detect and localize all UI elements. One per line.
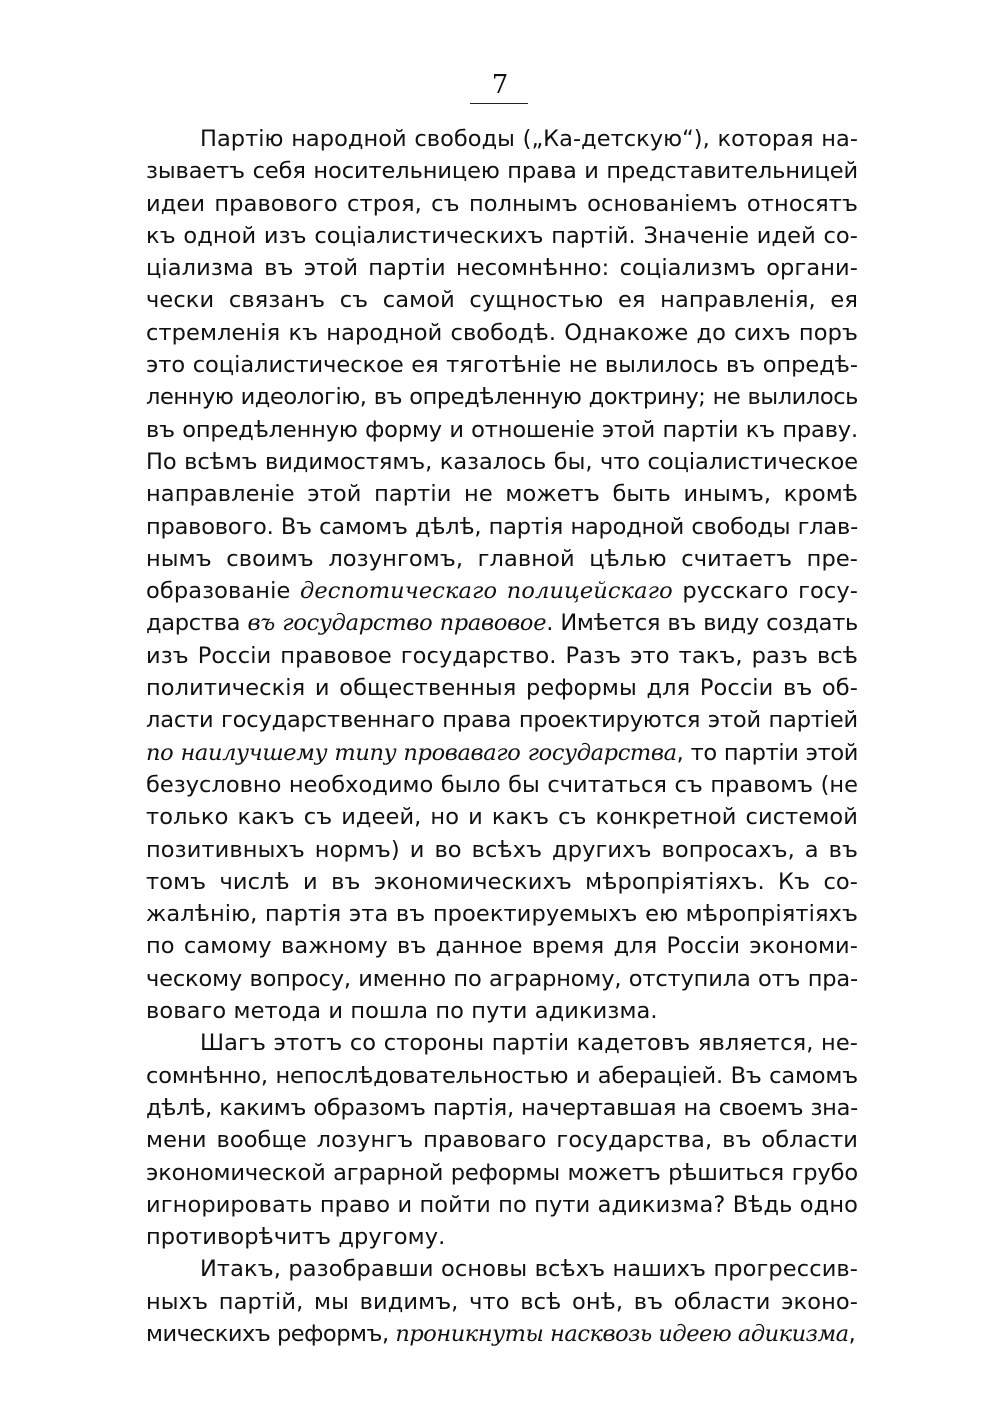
text-line bbox=[146, 834, 858, 866]
text-segment: правового. Въ самомъ дѣлѣ, партія народной свободы глав- bbox=[146, 513, 858, 540]
text-segment: , то партіи этой bbox=[676, 739, 858, 766]
text-segment: жалѣнію, партія эта въ проектируемыхъ ею мѣропріятіяхъ bbox=[146, 901, 858, 928]
text-segment: дѣлѣ, какимъ образомъ партія, начертавшая на своемъ зна- bbox=[146, 1094, 858, 1121]
text-line bbox=[146, 1221, 858, 1253]
page-number: 7 bbox=[491, 70, 509, 100]
text-line bbox=[146, 575, 858, 607]
text-segment: Итакъ, разобравши основы всѣхъ нашихъ прогрессив- bbox=[200, 1256, 858, 1283]
text-line bbox=[146, 543, 858, 575]
text-segment: по самому важному въ данное время для Россіи экономи- bbox=[146, 933, 858, 960]
text-segment: мическихъ реформъ, bbox=[146, 1320, 396, 1347]
text-line bbox=[146, 1157, 858, 1189]
text-line bbox=[146, 1318, 858, 1350]
text-line bbox=[146, 801, 858, 833]
body-text bbox=[146, 123, 858, 1350]
text-line bbox=[146, 252, 858, 284]
text-segment: позитивныхъ нормъ) и во всѣхъ другихъ вопросахъ, а въ bbox=[146, 836, 858, 863]
text-segment: только какъ съ идеей, но и какъ съ конкретной системой bbox=[146, 804, 858, 831]
italic-phrase: проникнуты насквозь идеею адикизма bbox=[395, 1320, 849, 1347]
text-line bbox=[146, 1253, 858, 1285]
text-segment: противорѣчитъ другому. bbox=[146, 1224, 446, 1251]
text-line bbox=[146, 478, 858, 510]
text-line bbox=[146, 188, 858, 220]
text-line bbox=[146, 737, 858, 769]
text-segment: нымъ своимъ лозунгомъ, главной цѣлью считаетъ пре- bbox=[146, 545, 858, 572]
text-segment: чески связанъ съ самой сущностью ея направленія, ея bbox=[146, 287, 858, 314]
text-line bbox=[146, 1286, 858, 1318]
text-segment: дарства bbox=[146, 610, 248, 637]
italic-phrase: въ государство правовое bbox=[247, 610, 547, 637]
text-segment: зываетъ себя носительницею права и представительницей bbox=[146, 158, 858, 185]
text-segment: политическія и общественныя реформы для Россіи въ об- bbox=[146, 675, 858, 702]
text-line bbox=[146, 1060, 858, 1092]
text-segment: безусловно необходимо было бы считаться съ правомъ (не bbox=[146, 771, 858, 798]
text-segment: ленную идеологію, въ опредѣленную доктрину; не вылилось bbox=[146, 384, 858, 411]
text-segment: къ одной изъ соціалистическихъ партій. Значеніе идей со- bbox=[146, 222, 858, 249]
text-line bbox=[146, 963, 858, 995]
text-segment: ціализма въ этой партіи несомнѣнно: соціализмъ органи- bbox=[146, 255, 858, 282]
text-line bbox=[146, 414, 858, 446]
text-line bbox=[146, 284, 858, 316]
text-line bbox=[146, 317, 858, 349]
text-line bbox=[146, 898, 858, 930]
text-segment: въ опредѣленную форму и отношеніе этой партіи къ праву. bbox=[146, 416, 858, 443]
text-segment: ныхъ партій, мы видимъ, что всѣ онѣ, въ области эконо- bbox=[146, 1288, 858, 1315]
text-line bbox=[146, 1027, 858, 1059]
text-line bbox=[146, 866, 858, 898]
text-line bbox=[146, 123, 858, 155]
text-segment: экономической аграрной реформы можетъ рѣшиться грубо bbox=[146, 1159, 858, 1186]
italic-phrase: деспотическаго полицейскаго bbox=[300, 578, 673, 605]
italic-phrase: по наилучшему типу проваваго государства bbox=[146, 739, 677, 766]
text-segment: . Имѣется въ виду создать bbox=[546, 610, 858, 637]
text-segment: идеи правового строя, съ полнымъ основаніемъ относятъ bbox=[146, 190, 858, 217]
text-segment: Шагъ этотъ со стороны партіи кадетовъ является, не- bbox=[200, 1030, 858, 1057]
text-line bbox=[146, 349, 858, 381]
text-segment: ческому вопросу, именно по аграрному, отступила отъ пра- bbox=[146, 965, 858, 992]
text-line bbox=[146, 511, 858, 543]
text-line bbox=[146, 155, 858, 187]
text-line bbox=[146, 704, 858, 736]
text-line bbox=[146, 672, 858, 704]
text-segment: игнорировать право и пойти по пути адикизма? Вѣдь одно bbox=[146, 1191, 858, 1218]
text-segment: вовaго метода и пошла по пути адикизма. bbox=[146, 998, 658, 1025]
text-line bbox=[146, 769, 858, 801]
text-line bbox=[146, 1092, 858, 1124]
text-segment: образованіе bbox=[146, 578, 301, 605]
text-segment: сомнѣнно, непослѣдовательностью и аберaціей. Въ самомъ bbox=[146, 1062, 858, 1089]
text-line bbox=[146, 930, 858, 962]
text-segment: , bbox=[848, 1320, 856, 1347]
text-segment: томъ числѣ и въ экономическихъ мѣропріятіяхъ. Къ со- bbox=[146, 868, 858, 895]
text-line bbox=[146, 446, 858, 478]
text-line bbox=[146, 1189, 858, 1221]
text-segment: русскаго госу- bbox=[672, 578, 858, 605]
text-line bbox=[146, 381, 858, 413]
text-segment: стремленія къ народной свободѣ. Однакоже до сихъ поръ bbox=[146, 319, 858, 346]
text-line bbox=[146, 607, 858, 639]
text-segment: направленіе этой партіи не можетъ быть инымъ, кромѣ bbox=[146, 481, 858, 508]
text-segment: изъ Россіи правовое государство. Разъ это такъ, разъ всѣ bbox=[146, 642, 858, 669]
text-line bbox=[146, 995, 858, 1027]
text-segment: это соціалистическое ея тяготѣніе не вылилось въ опредѣ- bbox=[146, 352, 858, 379]
text-segment: Партію народной свободы („Ка-детскую“), которая на- bbox=[200, 126, 858, 152]
text-line bbox=[146, 220, 858, 252]
page-number-rule bbox=[470, 103, 528, 104]
text-line bbox=[146, 1124, 858, 1156]
text-segment: По всѣмъ видимостямъ, казалось бы, что соціалистическое bbox=[146, 448, 858, 475]
text-segment: мени вообще лозунгъ правоваго государства, въ области bbox=[146, 1127, 858, 1154]
text-line bbox=[146, 640, 858, 672]
text-segment: ласти государственнаго права проектируются этой партіей bbox=[146, 707, 858, 734]
